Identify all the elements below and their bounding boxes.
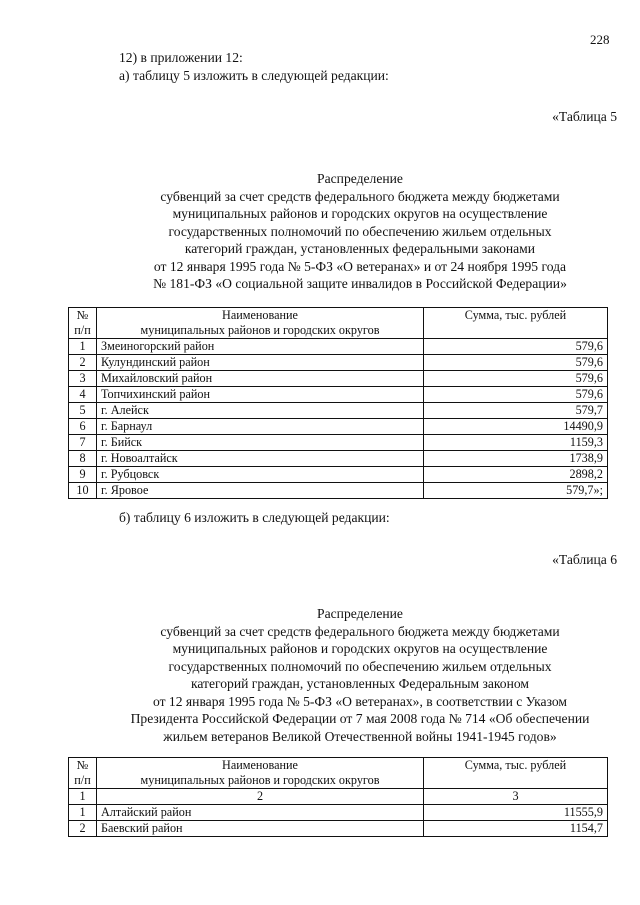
intro-line-2: а) таблицу 5 изложить в следующей редакции: [119,68,389,83]
col-sum-header: Сумма, тыс. рублей [424,758,608,789]
page-number: 228 [590,32,610,47]
heading-line: от 12 января 1995 года № 5-ФЗ «О ветеранах» и от 24 ноября 1995 года [153,258,567,274]
table6-heading [60,606,640,746]
row-sum: 579,6 [424,355,608,371]
row-name: Баевский район [97,821,424,837]
heading-line: категорий граждан, установленных Федеральным законом [190,676,530,691]
row-number: 1 [69,805,97,821]
row-sum: 1738,9 [424,451,608,467]
row-number: 4 [69,387,97,403]
col-num-header: № п/п [69,758,97,789]
heading-line: государственных полномочий по обеспечению жильем отдельных [168,658,552,674]
heading-line: от 12 января 1995 года № 5-ФЗ «О ветеранах», в соответствии с Указом [152,693,568,709]
col-number-3: 3 [424,789,608,805]
intro-b: б) таблицу 6 изложить в следующей редакции: [119,510,390,525]
heading-line: государственных полномочий по обеспечению жильем отдельных [168,223,552,239]
heading-line: № 181-ФЗ «О социальной защите инвалидов в Российской Федерации» [153,276,567,291]
row-name: Змеиногорский район [97,339,424,355]
table6-label: «Таблица 6 [552,552,617,567]
row-name: г. Яровое [97,483,424,499]
row-sum: 1154,7 [424,821,608,837]
row-sum: 14490,9 [424,419,608,435]
table-row [69,387,608,403]
heading-line: категорий граждан, установленных федеральными законами [184,241,536,256]
row-number: 3 [69,371,97,387]
row-sum: 579,7 [424,403,608,419]
row-name: Топчихинский район [97,387,424,403]
row-number: 6 [69,419,97,435]
heading-line: муниципальных районов и городских округов на осуществление [172,641,548,656]
row-name: Михайловский район [97,371,424,387]
table-row [69,435,608,451]
col-sum-header: Сумма, тыс. рублей [424,308,608,339]
row-number: 9 [69,467,97,483]
row-sum: 579,6 [424,387,608,403]
row-sum: 579,6 [424,339,608,355]
row-number: 7 [69,435,97,451]
table-row [69,355,608,371]
table-row [69,483,608,499]
row-name: г. Рубцовск [97,467,424,483]
row-sum: 579,6 [424,371,608,387]
table-row [69,403,608,419]
row-number: 5 [69,403,97,419]
table-row [69,419,608,435]
row-sum: 579,7»; [424,483,608,499]
heading-line: Распределение [317,171,403,186]
row-number: 8 [69,451,97,467]
col-number-2: 2 [97,789,424,805]
row-sum: 2898,2 [424,467,608,483]
row-number: 2 [69,821,97,837]
table-row [69,339,608,355]
col-name-header: Наименование муниципальных районов и городских округов [97,308,424,339]
table5-heading [60,171,640,294]
table5 [68,307,608,499]
col-number-1: 1 [69,789,97,805]
row-name: Кулундинский район [97,355,424,371]
table-row [69,821,608,837]
heading-line: муниципальных районов и городских округов на осуществление [172,206,548,221]
heading-line: Президента Российской Федерации от 7 мая 2008 года № 714 «Об обеспечении [130,711,590,726]
row-name: г. Алейск [97,403,424,419]
heading-line: жильем ветеранов Великой Отечественной войны 1941-1945 годов» [163,728,557,744]
table-row [69,805,608,821]
table6 [68,757,608,837]
row-number: 1 [69,339,97,355]
row-number: 2 [69,355,97,371]
heading-line: Распределение [317,606,403,621]
row-name: г. Бийск [97,435,424,451]
row-number: 10 [69,483,97,499]
row-sum: 1159,3 [424,435,608,451]
table-row [69,371,608,387]
col-num-header: № п/п [69,308,97,339]
row-name: г. Барнаул [97,419,424,435]
intro-line-1: 12) в приложении 12: [119,50,243,65]
col-name-header: Наименование муниципальных районов и городских округов [97,758,424,789]
row-name: Алтайский район [97,805,424,821]
row-name: г. Новоалтайск [97,451,424,467]
table-row [69,467,608,483]
row-sum: 11555,9 [424,805,608,821]
heading-line: субвенций за счет средств федерального бюджета между бюджетами [160,623,560,639]
heading-line: субвенций за счет средств федерального бюджета между бюджетами [160,188,560,204]
table5-label: «Таблица 5 [552,109,617,124]
table-row [69,451,608,467]
